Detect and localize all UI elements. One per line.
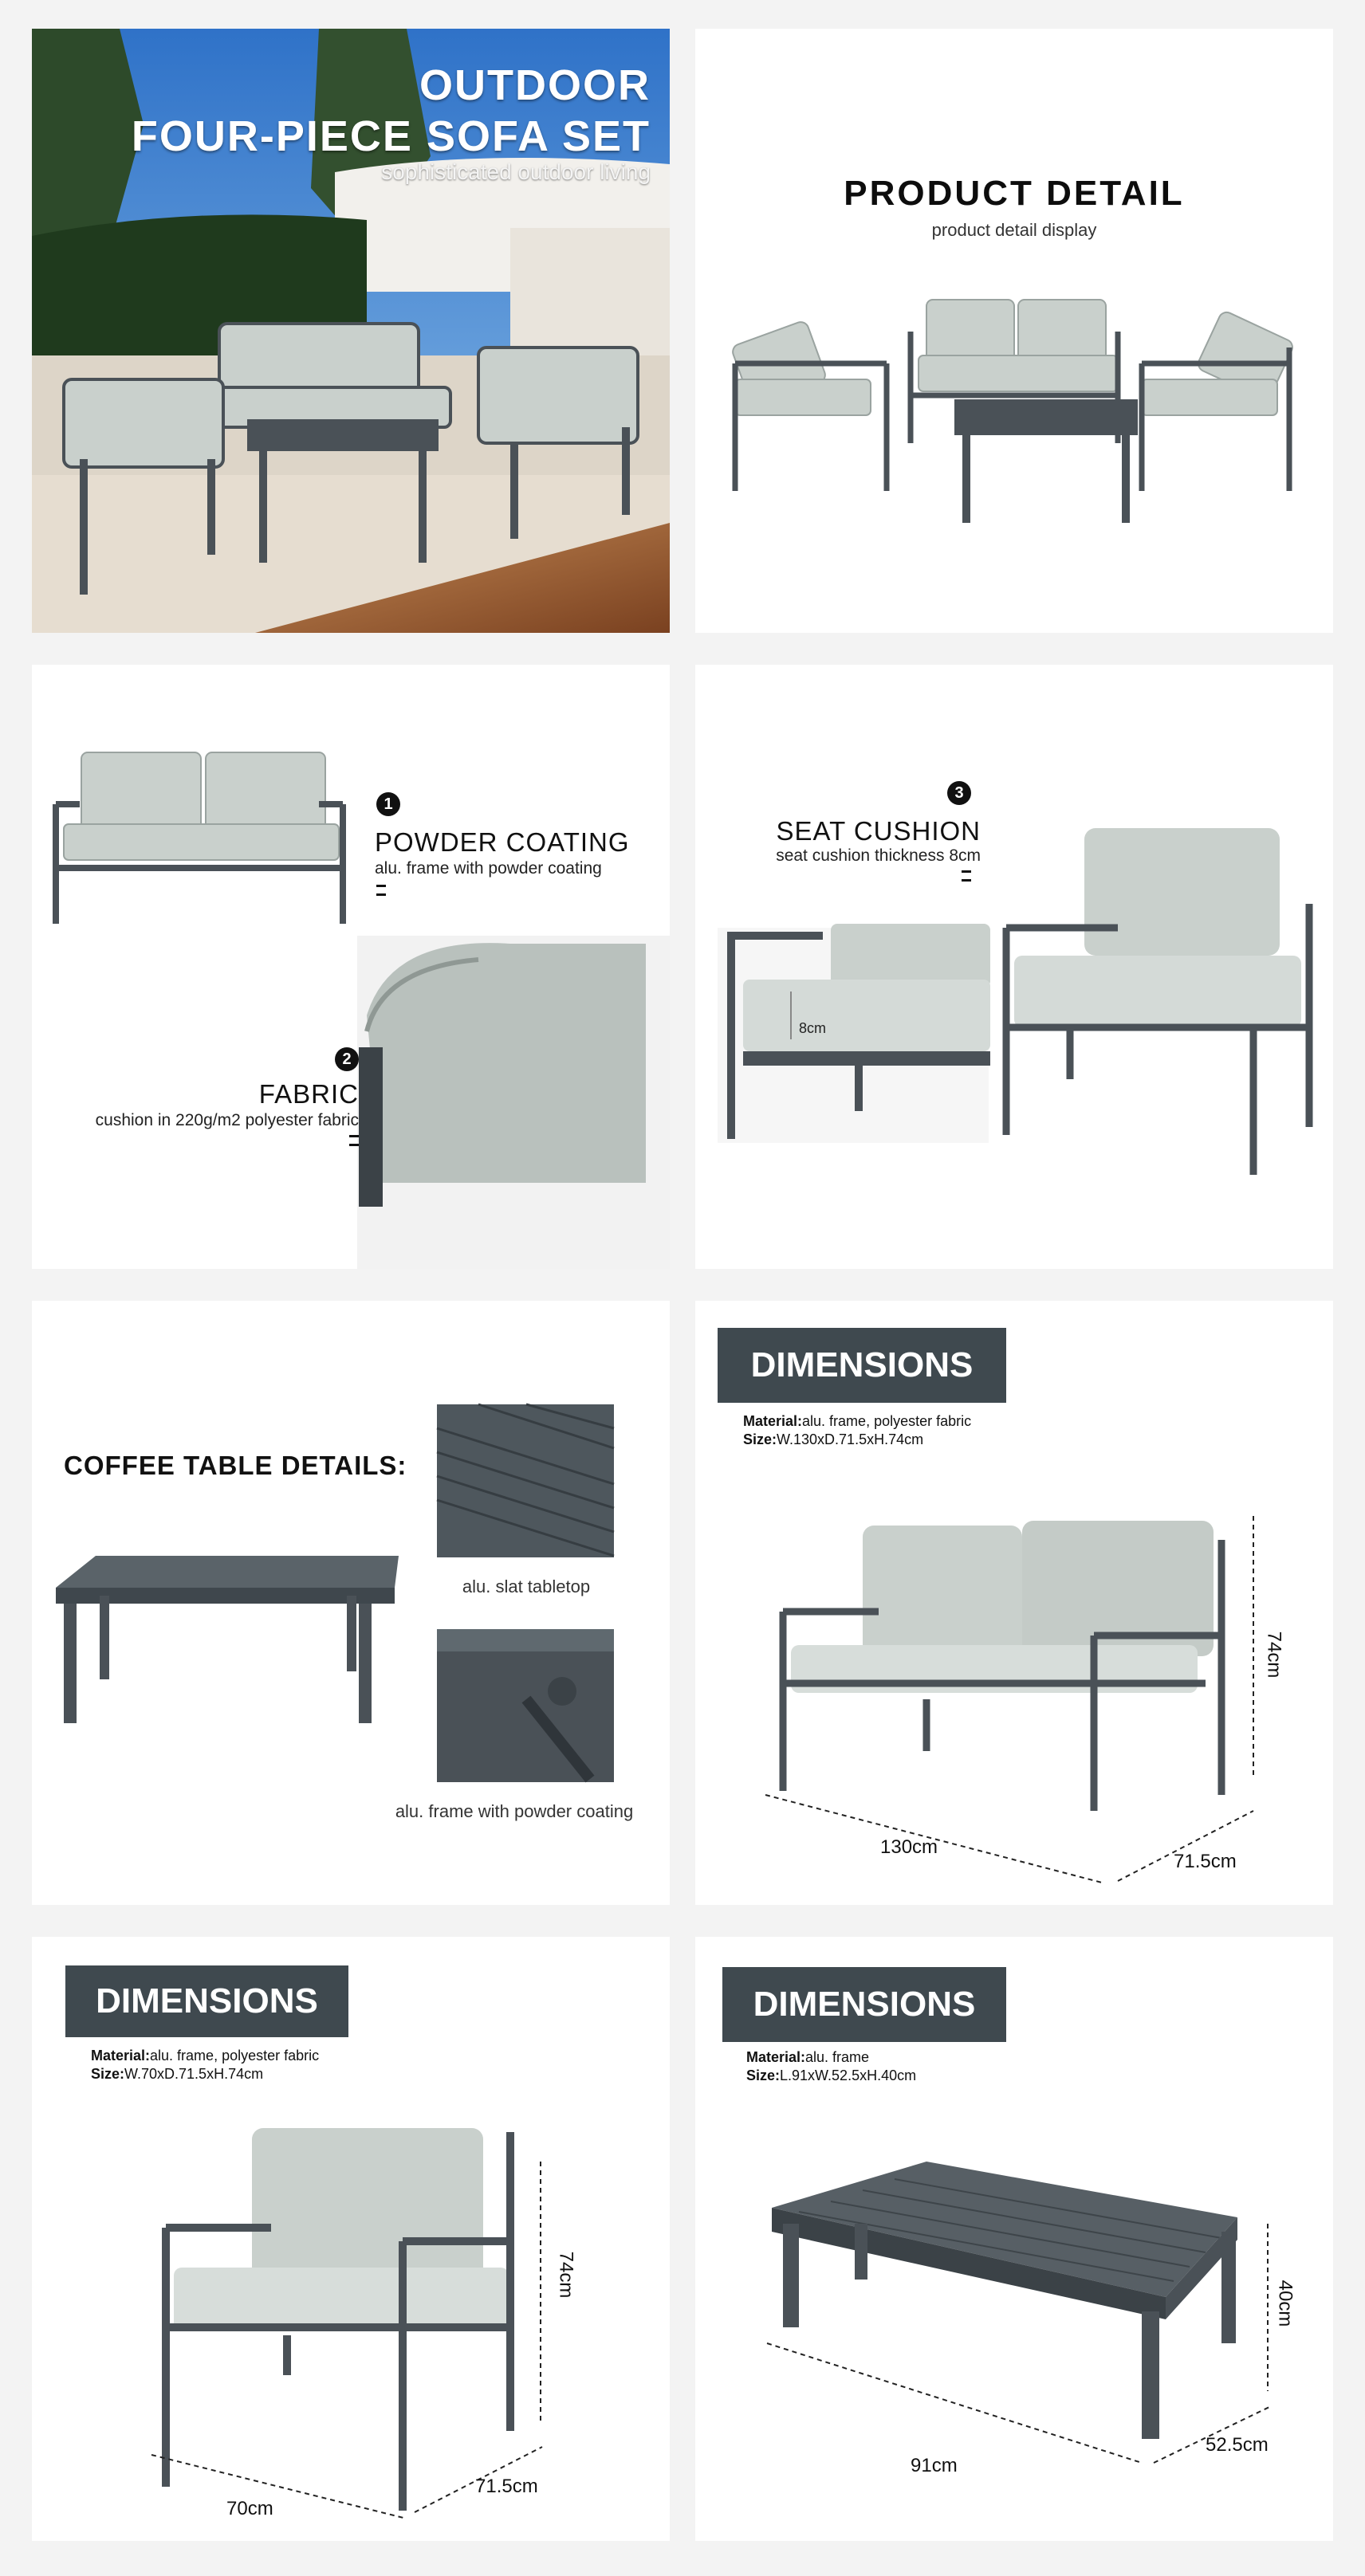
dimensions-heading: DIMENSIONS bbox=[718, 1328, 1006, 1403]
hero-title-line1: OUTDOOR bbox=[419, 61, 651, 109]
coffee-table-details-panel bbox=[32, 1301, 670, 1905]
seat-cushion-panel bbox=[695, 665, 1333, 1269]
hero-panel bbox=[32, 29, 670, 633]
chair-dimension-illustration bbox=[32, 1937, 670, 2541]
coffee-table-details-title: COFFEE TABLE DETAILS: bbox=[64, 1451, 407, 1480]
table-width-label: 91cm bbox=[911, 2455, 958, 2476]
hero-subtitle: sophisticated outdoor living bbox=[381, 159, 651, 184]
fabric-title: FABRIC bbox=[258, 1079, 359, 1109]
size-label: Size: bbox=[746, 2067, 781, 2083]
size-value: W.130xD.71.5xH.74cm bbox=[777, 1431, 924, 1447]
thickness-label: 8cm bbox=[799, 1020, 827, 1036]
feature-number-1: 1 bbox=[376, 792, 400, 816]
sofa-depth-label: 71.5cm bbox=[1174, 1851, 1237, 1872]
frame-coating-caption: alu. frame with powder coating bbox=[395, 1801, 634, 1821]
material-value: alu. frame, polyester fabric bbox=[150, 2048, 320, 2064]
material-value: alu. frame bbox=[805, 2049, 870, 2065]
fabric-coating-panel bbox=[32, 665, 670, 1269]
equals-mark bbox=[376, 885, 386, 896]
table-dimensions-panel bbox=[695, 1937, 1333, 2541]
sofa-width-label: 130cm bbox=[880, 1836, 938, 1858]
seat-cushion-title: SEAT CUSHION bbox=[776, 816, 981, 846]
material-label: Material: bbox=[746, 2049, 806, 2065]
material-label: Material: bbox=[91, 2048, 151, 2064]
material-value: alu. frame, polyester fabric bbox=[802, 1413, 972, 1429]
feature-number-2: 2 bbox=[335, 1047, 359, 1071]
slat-tabletop-caption: alu. slat tabletop bbox=[462, 1577, 591, 1596]
equals-mark bbox=[349, 1135, 359, 1146]
seat-cushion-illustration bbox=[695, 665, 1333, 1269]
sofa-illustration bbox=[32, 665, 670, 1269]
chair-width-label: 70cm bbox=[226, 2498, 273, 2519]
dimensions-heading: DIMENSIONS bbox=[722, 1967, 1006, 2042]
dimensions-heading: DIMENSIONS bbox=[65, 1965, 348, 2037]
seat-cushion-text: seat cushion thickness 8cm bbox=[776, 846, 981, 865]
product-detail-subtitle: product detail display bbox=[931, 220, 1097, 240]
chair-height-label: 74cm bbox=[555, 2251, 577, 2299]
material-label: Material: bbox=[743, 1413, 803, 1429]
sofa-dimension-illustration bbox=[695, 1301, 1333, 1905]
sofa-height-label: 74cm bbox=[1263, 1631, 1285, 1679]
powder-coating-text: alu. frame with powder coating bbox=[375, 859, 602, 878]
hero-title-line2: FOUR-PIECE SOFA SET bbox=[131, 112, 651, 160]
fabric-text: cushion in 220g/m2 polyester fabric bbox=[95, 1111, 359, 1129]
size-label: Size: bbox=[743, 1431, 777, 1447]
sofa-dimensions-panel bbox=[695, 1301, 1333, 1905]
table-depth-label: 52.5cm bbox=[1206, 2434, 1269, 2456]
powder-coating-title: POWDER COATING bbox=[375, 827, 630, 857]
size-label: Size: bbox=[91, 2066, 125, 2082]
sofa-set-illustration bbox=[695, 29, 1333, 633]
product-detail-title: PRODUCT DETAIL bbox=[844, 174, 1185, 213]
size-value: L.91xW.52.5xH.40cm bbox=[780, 2067, 917, 2083]
chair-dimensions-panel bbox=[32, 1937, 670, 2541]
table-height-label: 40cm bbox=[1274, 2280, 1296, 2327]
chair-depth-label: 71.5cm bbox=[475, 2476, 538, 2497]
product-detail-panel bbox=[695, 29, 1333, 633]
feature-number-3: 3 bbox=[947, 781, 971, 805]
size-value: W.70xD.71.5xH.74cm bbox=[124, 2066, 264, 2082]
